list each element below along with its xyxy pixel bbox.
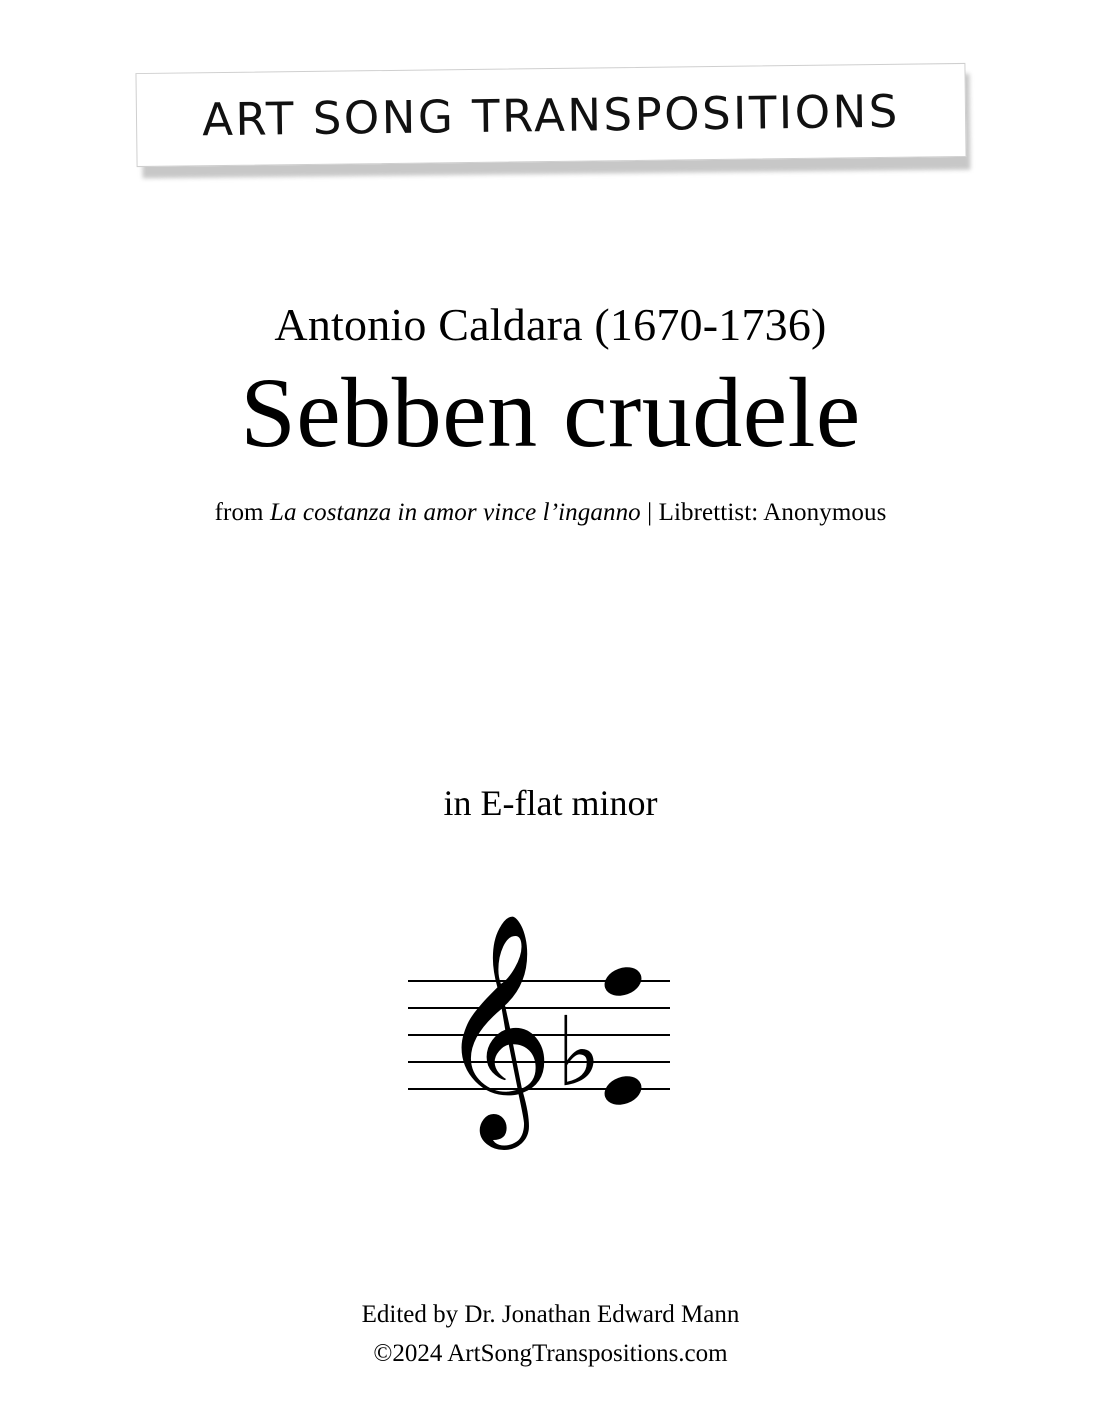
source-line: [0, 499, 1101, 527]
key-line: in E-flat minor: [443, 783, 658, 823]
banner-card: [135, 63, 966, 167]
treble-clef-icon: 𝄞: [438, 912, 554, 1140]
music-incipit: [0, 912, 1101, 1210]
librettist: Librettist: Anonymous: [658, 498, 887, 526]
title-block: [0, 300, 1101, 527]
flat-accidental-icon: ♭: [556, 996, 602, 1108]
publisher-name: ART SONG TRANSPOSITIONS: [201, 84, 901, 146]
source-work: La costanza in amor vince l’inganno: [269, 498, 641, 526]
page-title: Sebben crudele: [240, 356, 861, 468]
copyright-line: ©2024 ArtSongTranspositions.com: [373, 1339, 728, 1367]
source-prefix: from: [214, 498, 270, 526]
composer-name: Antonio Caldara (1670-1736): [274, 299, 827, 350]
source-separator: |: [640, 498, 659, 526]
editor-credit: Edited by Dr. Jonathan Edward Mann: [361, 1301, 740, 1328]
publisher-banner: [136, 68, 966, 178]
footer: [0, 1296, 1101, 1374]
